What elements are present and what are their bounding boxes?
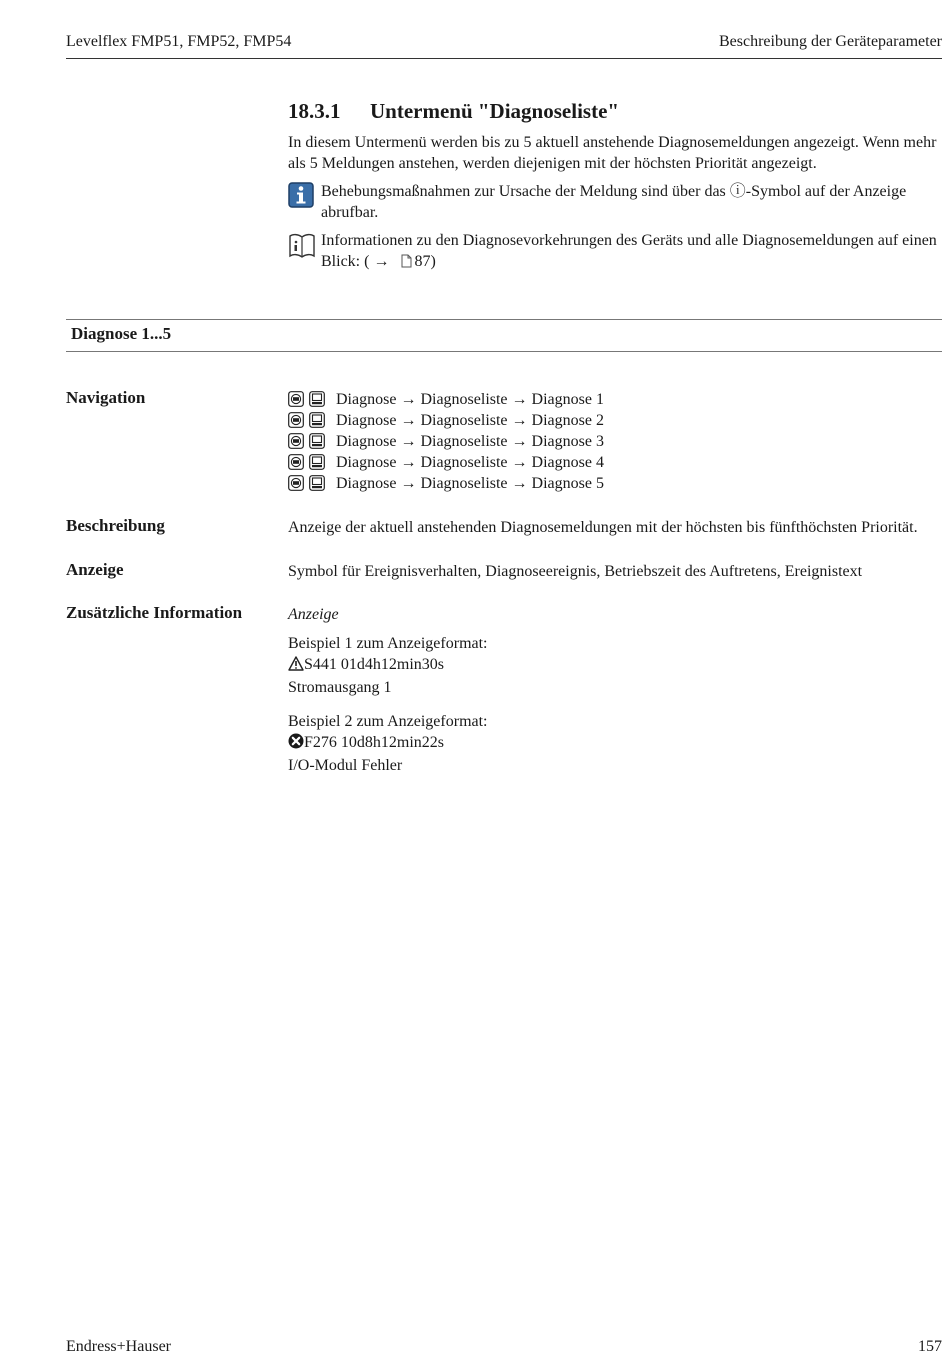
navigation-path <box>288 410 604 431</box>
display-icon <box>309 475 325 497</box>
info-note-text-after: -Symbol auf der Anzeige abrufbar. <box>321 183 907 221</box>
nav-arrow: → <box>400 454 417 471</box>
info-note-text-before: Behebungsmaßnahmen zur Ursache der Meldung sind über das <box>321 183 730 200</box>
nav-arrow: → <box>400 475 417 492</box>
nav-parameter: Diagnose 5 <box>531 475 604 492</box>
footer-company: Endress+Hauser <box>66 1338 171 1355</box>
example-1-text: Stromausgang 1 <box>288 679 392 696</box>
page-ref-icon <box>401 253 412 274</box>
nav-menu: Diagnose <box>336 475 397 492</box>
nav-arrow: → <box>511 391 528 408</box>
parameter-title: Diagnose 1...5 <box>71 324 172 343</box>
nav-parameter: Diagnose 3 <box>531 433 604 450</box>
nav-parameter: Diagnose 2 <box>531 412 604 429</box>
navigation-path <box>288 473 604 494</box>
example-2-code-line <box>288 732 488 755</box>
nav-arrow: → <box>511 454 528 471</box>
nav-menu: Diagnose <box>336 433 397 450</box>
zusatz-label: Zusätzliche Information <box>66 603 243 622</box>
running-header-chapter: Beschreibung der Geräteparameter <box>719 33 942 50</box>
beschreibung-label: Beschreibung <box>66 516 165 535</box>
nav-arrow: → <box>400 412 417 429</box>
nav-arrow: → <box>511 433 528 450</box>
header-rule <box>66 58 942 59</box>
example-1 <box>288 633 488 698</box>
navigation-path-text <box>336 452 604 473</box>
example-2 <box>288 711 488 776</box>
reference-arrow: → <box>373 253 390 270</box>
section-number: 18.3.1 <box>288 99 341 123</box>
navigation-path-text <box>336 431 604 452</box>
nav-menu: Diagnose <box>336 391 397 408</box>
nav-submenu: Diagnoseliste <box>420 433 508 450</box>
reference-close: ) <box>430 253 436 270</box>
nav-arrow: → <box>511 475 528 492</box>
nav-parameter: Diagnose 1 <box>531 391 604 408</box>
nav-arrow: → <box>400 391 417 408</box>
example-2-caption: Beispiel 2 zum Anzeigeformat: <box>288 713 488 730</box>
section-title: Untermenü "Diagnoseliste" <box>370 99 620 123</box>
info-icon <box>288 182 314 214</box>
nav-arrow: → <box>511 412 528 429</box>
example-1-code: S441 01d4h12min30s <box>304 656 445 673</box>
nav-menu: Diagnose <box>336 412 397 429</box>
navigation-path-text <box>336 473 604 494</box>
nav-arrow: → <box>400 433 417 450</box>
section-intro: In diesem Untermenü werden bis zu 5 aktuell anstehende Diagnosemeldungen angezeigt. Wenn mehr als 5 Meldungen anstehen, werden diejenigen mit der höchsten Priorität angezeigt. <box>288 134 937 172</box>
example-2-code: F276 10d8h12min22s <box>304 734 445 751</box>
navigation-path-text <box>336 410 604 431</box>
book-icon <box>288 231 316 265</box>
navigation-path-text <box>336 389 604 410</box>
info-symbol: ⓘ <box>729 183 746 200</box>
navigation-path <box>288 431 604 452</box>
nav-menu: Diagnose <box>336 454 397 471</box>
zusatz-heading: Anzeige <box>288 606 339 623</box>
parameter-rule-bottom <box>66 351 942 352</box>
warning-icon <box>288 656 304 677</box>
anzeige-value: Symbol für Ereignisverhalten, Diagnoseereignis, Betriebszeit des Auftretens, Ereignistext <box>288 563 863 580</box>
parameter-rule-top <box>66 319 942 320</box>
navigation-path <box>288 389 604 410</box>
anzeige-label: Anzeige <box>66 560 124 579</box>
example-1-caption: Beispiel 1 zum Anzeigeformat: <box>288 635 488 652</box>
section-heading <box>288 99 619 124</box>
nav-parameter: Diagnose 4 <box>531 454 604 471</box>
nav-submenu: Diagnoseliste <box>420 454 508 471</box>
operating-tool-icon <box>288 475 304 497</box>
navigation-path <box>288 452 604 473</box>
page-number: 157 <box>918 1338 942 1355</box>
navigation-label: Navigation <box>66 388 146 407</box>
failure-icon <box>288 733 304 755</box>
page-reference-link[interactable]: 87 <box>414 253 431 270</box>
example-2-text: I/O-Modul Fehler <box>288 757 403 774</box>
nav-submenu: Diagnoseliste <box>420 475 508 492</box>
beschreibung-value: Anzeige der aktuell anstehenden Diagnosemeldungen mit der höchsten bis fünfthöchsten Priorität. <box>288 519 918 536</box>
running-header-product: Levelflex FMP51, FMP52, FMP54 <box>66 33 292 50</box>
nav-submenu: Diagnoseliste <box>420 412 508 429</box>
nav-submenu: Diagnoseliste <box>420 391 508 408</box>
example-1-code-line <box>288 654 488 677</box>
reference-note <box>288 230 938 274</box>
info-note <box>288 181 938 223</box>
reference-note-text: Informationen zu den Diagnosevorkehrungen des Geräts und alle Diagnosemeldungen auf einen Blick: ( <box>321 232 937 270</box>
